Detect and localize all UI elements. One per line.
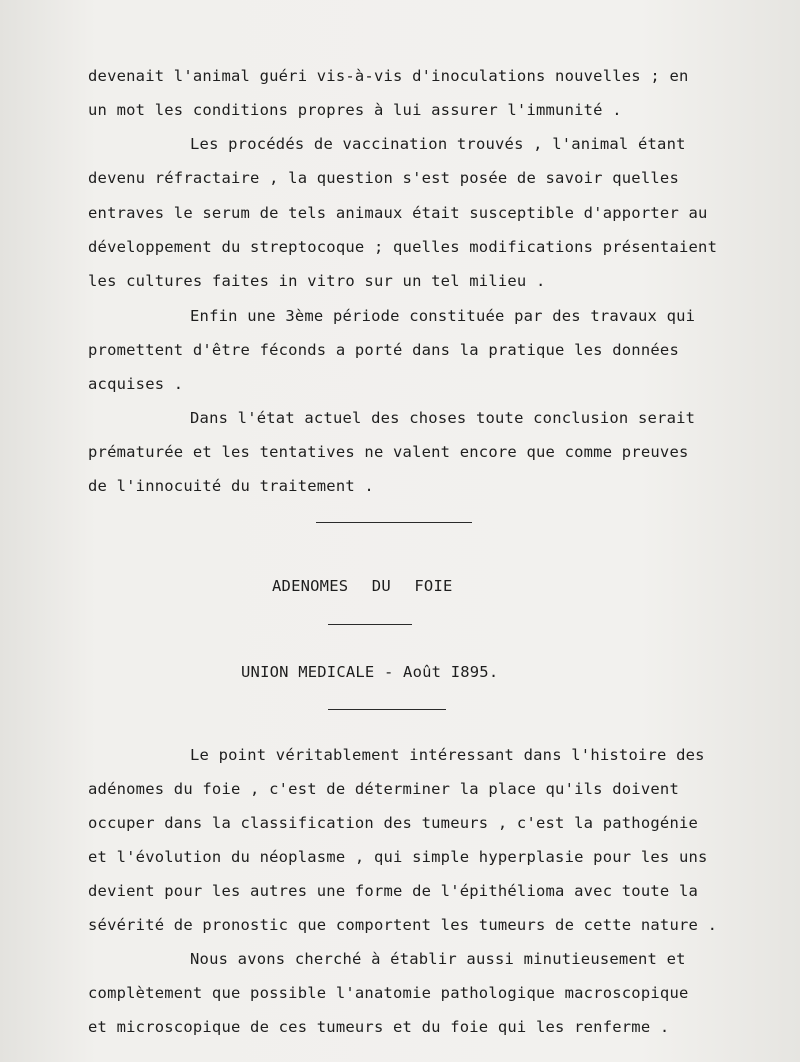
text-line: de l'innocuité du traitement . [88, 477, 374, 495]
text-line: adénomes du foie , c'est de déterminer la place qu'ils doivent [88, 780, 679, 798]
text-line: promettent d'être féconds a porté dans la pratique les données [88, 341, 679, 359]
text-line: Le point véritablement intéressant dans l'histoire des [190, 746, 705, 764]
text-line: devenu réfractaire , la question s'est posée de savoir quelles [88, 169, 679, 187]
text-line: un mot les conditions propres à lui assurer l'immunité . [88, 101, 622, 119]
section-source: UNION MEDICALE - Août I895. [241, 663, 499, 681]
text-line: prématurée et les tentatives ne valent encore que comme preuves [88, 443, 689, 461]
text-line: Nous avons cherché à établir aussi minutieusement et [190, 950, 686, 968]
separator-rule [328, 624, 412, 625]
text-line: occuper dans la classification des tumeurs , c'est la pathogénie [88, 814, 699, 832]
text-line: entraves le serum de tels animaux était susceptible d'apporter au [88, 204, 708, 222]
text-line: sévérité de pronostic que comportent les tumeurs de cette nature . [88, 916, 718, 934]
separator-rule [328, 709, 446, 710]
text-line: et microscopique de ces tumeurs et du foie qui les renferme . [88, 1018, 670, 1036]
text-line: Les procédés de vaccination trouvés , l'animal étant [190, 135, 686, 153]
text-line: devenait l'animal guéri vis-à-vis d'inoculations nouvelles ; en [88, 67, 689, 85]
section-title: ADENOMES DU FOIE [272, 577, 453, 595]
text-line: devient pour les autres une forme de l'épithélioma avec toute la [88, 882, 699, 900]
text-line: acquises . [88, 375, 184, 393]
separator-rule [316, 522, 472, 523]
text-line: Enfin une 3ème période constituée par des travaux qui [190, 307, 696, 325]
text-line: Dans l'état actuel des choses toute conclusion serait [190, 409, 696, 427]
text-line: développement du streptocoque ; quelles modifications présentaient [88, 238, 718, 256]
text-line: complètement que possible l'anatomie pathologique macroscopique [88, 984, 689, 1002]
text-line: et l'évolution du néoplasme , qui simple hyperplasie pour les uns [88, 848, 708, 866]
text-line: les cultures faites in vitro sur un tel milieu . [88, 272, 546, 290]
